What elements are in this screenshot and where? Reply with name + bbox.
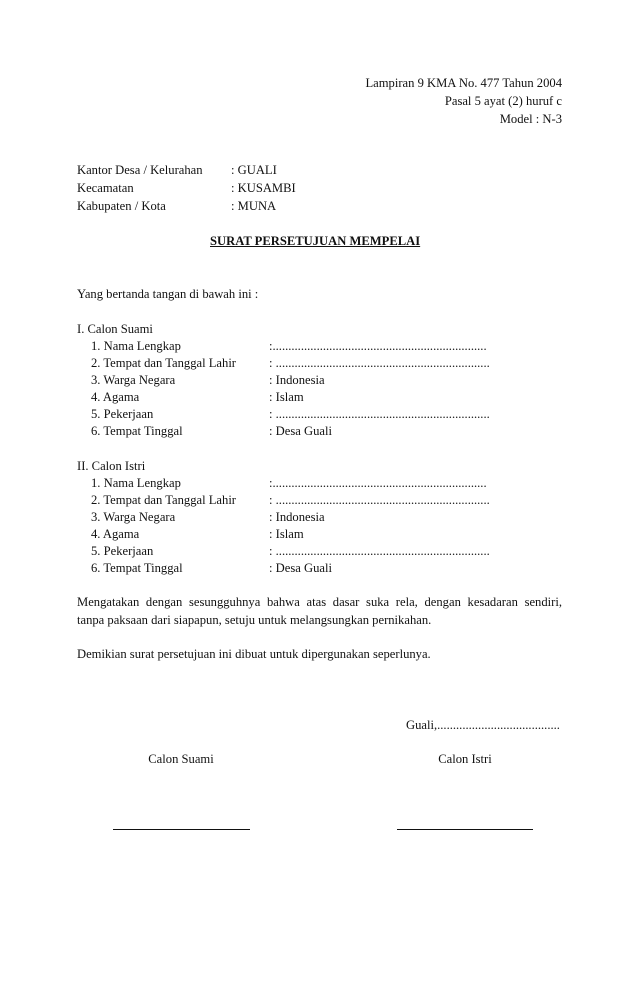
statement-line-1: Mengatakan dengan sesungguhnya bahwa atas dasar suka rela, dengan kesadaran sendiri, (77, 595, 562, 609)
office-label-village: Kantor Desa / Kelurahan (77, 163, 203, 177)
field-label: 1. Nama Lengkap (91, 476, 181, 490)
section-heading: I. Calon Suami (77, 322, 153, 336)
field-value: : .................................................................... (269, 407, 490, 421)
attachment-reference: Lampiran 9 KMA No. 477 Tahun 2004 (365, 76, 562, 90)
field-value: : Desa Guali (269, 561, 332, 575)
signature-label-groom: Calon Suami (148, 752, 214, 766)
section-heading: II. Calon Istri (77, 459, 146, 473)
field-value: :.................................................................... (269, 339, 487, 353)
field-label: 5. Pekerjaan (91, 544, 154, 558)
field-label: 3. Warga Negara (91, 510, 176, 524)
field-label: 2. Tempat dan Tanggal Lahir (91, 356, 237, 370)
field-label: 5. Pekerjaan (91, 407, 154, 421)
field-label: 4. Agama (91, 390, 140, 404)
office-value-regency: : MUNA (231, 199, 277, 213)
field-value: : Islam (269, 390, 304, 404)
field-label: 2. Tempat dan Tanggal Lahir (91, 493, 237, 507)
office-label-regency: Kabupaten / Kota (77, 199, 166, 213)
field-value: : .................................................................... (269, 544, 490, 558)
field-label: 3. Warga Negara (91, 373, 176, 387)
field-label: 6. Tempat Tinggal (91, 561, 183, 575)
field-value: : Desa Guali (269, 424, 332, 438)
field-value: : Indonesia (269, 510, 325, 524)
office-label-district: Kecamatan (77, 181, 134, 195)
field-value: : .................................................................... (269, 493, 490, 507)
signature-line-bride (397, 829, 533, 830)
article-reference: Pasal 5 ayat (2) huruf c (444, 94, 562, 108)
field-value: :.................................................................... (269, 476, 487, 490)
field-value: : Indonesia (269, 373, 325, 387)
statement-line-2: tanpa paksaan dari siapapun, setuju untuk melangsungkan pernikahan. (77, 613, 432, 627)
field-label: 6. Tempat Tinggal (91, 424, 183, 438)
field-value: : .................................................................... (269, 356, 490, 370)
field-value: : Islam (269, 527, 304, 541)
place-date: Guali,....................................... (406, 718, 560, 732)
signature-label-bride: Calon Istri (438, 752, 492, 766)
office-value-district: : KUSAMBI (231, 181, 296, 195)
document-title: SURAT PERSETUJUAN MEMPELAI (210, 234, 421, 248)
field-label: 1. Nama Lengkap (91, 339, 181, 353)
model-reference: Model : N-3 (499, 112, 562, 126)
field-label: 4. Agama (91, 527, 140, 541)
office-value-village: : GUALI (231, 163, 277, 177)
intro-text: Yang bertanda tangan di bawah ini : (77, 287, 259, 301)
closing-text: Demikian surat persetujuan ini dibuat untuk dipergunakan seperlunya. (77, 647, 431, 661)
signature-line-groom (113, 829, 250, 830)
